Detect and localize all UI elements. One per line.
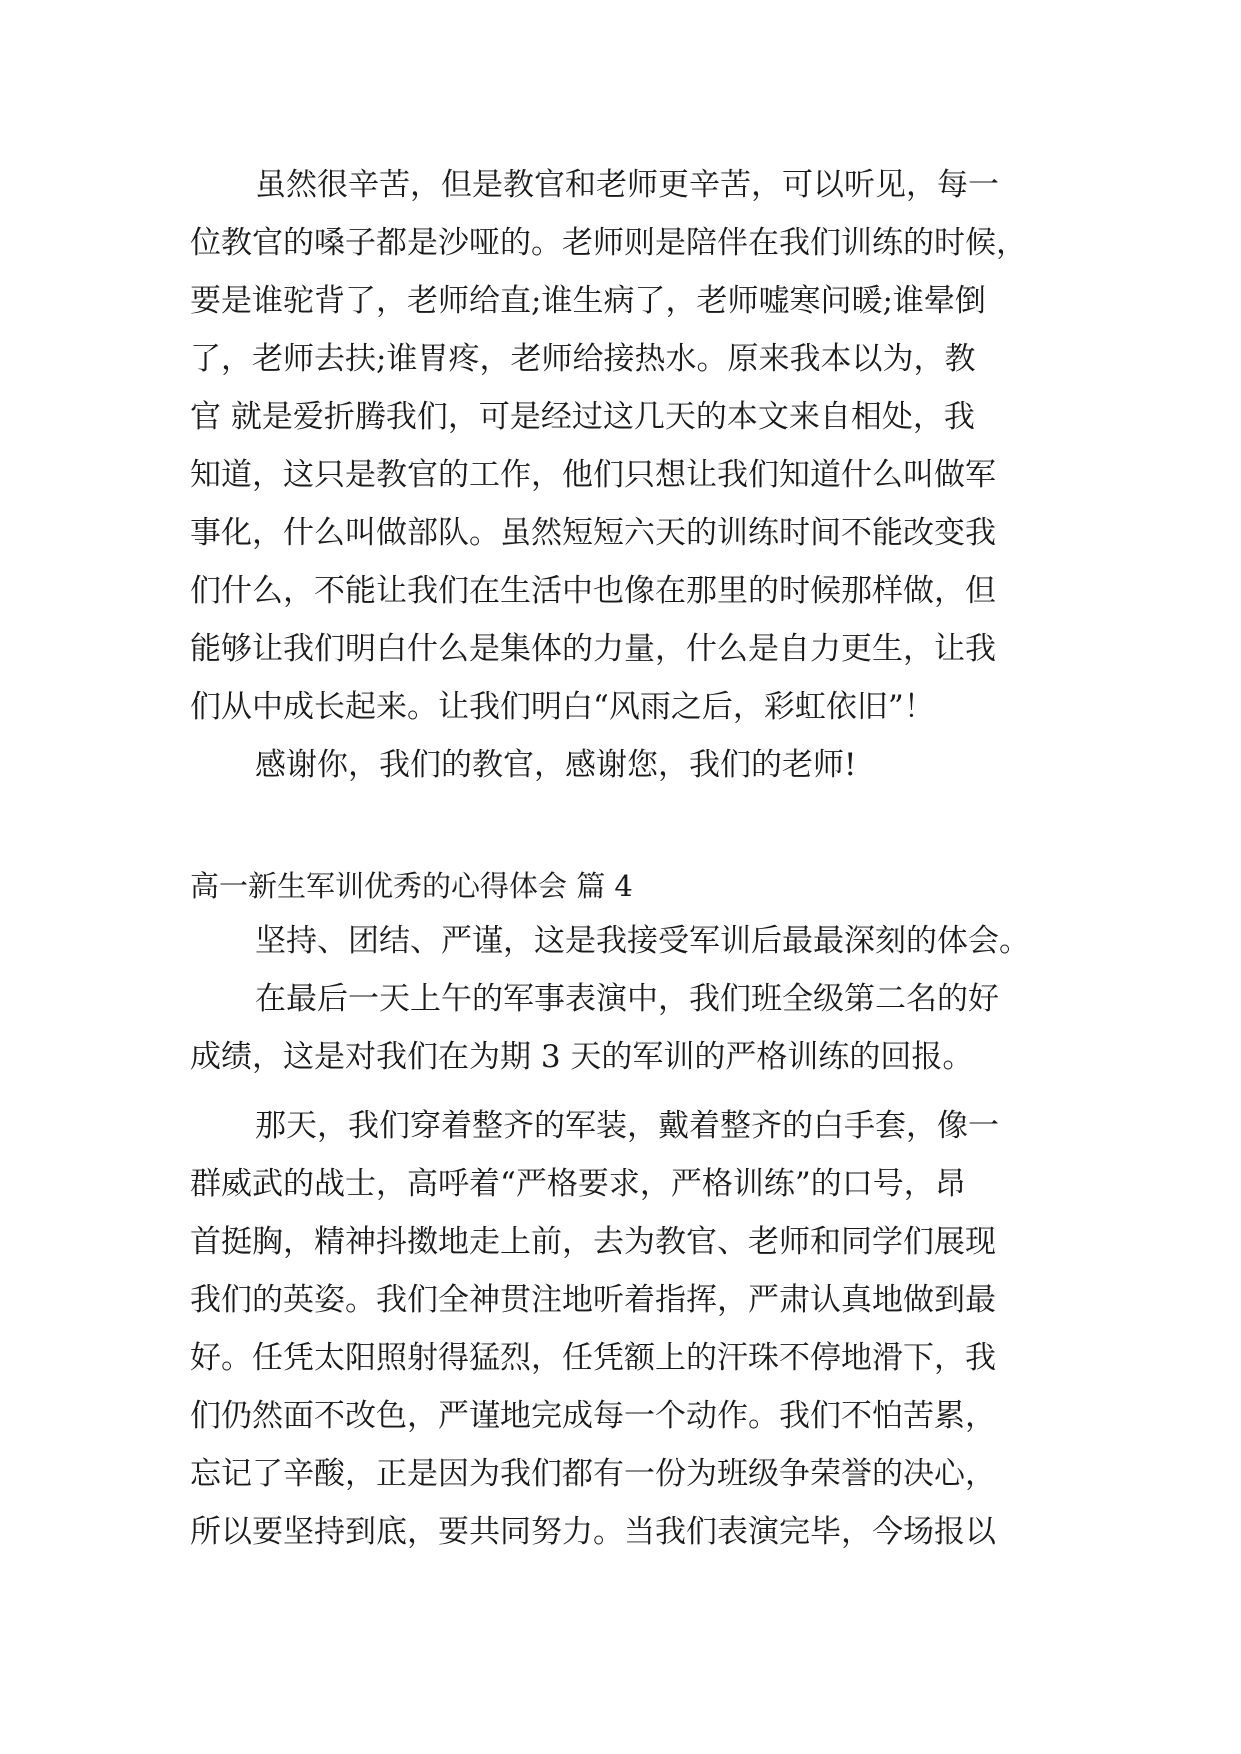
paragraph-line: 们从中成长起来。让我们明白“风雨之后，彩虹依旧”！ xyxy=(190,689,935,725)
paragraph-line: 群威武的战士，高呼着“严格要求，严格训练”的口号，昂 xyxy=(190,1166,966,1202)
paragraph-line: 事化，什么叫做部队。虽然短短六天的训练时间不能改变我 xyxy=(190,515,996,551)
paragraph-line: 位教官的嗓子都是沙哑的。老师则是陪伴在我们训练的时候， xyxy=(190,225,1027,261)
paragraph-line: 感谢你，我们的教官，感谢您，我们的老师! xyxy=(255,747,857,783)
paragraph-line: 那天，我们穿着整齐的军装，戴着整齐的白手套，像一 xyxy=(255,1108,999,1144)
paragraph-line: 官 就是爱折腾我们，可是经过这几天的本文来自相处，我 xyxy=(190,399,975,435)
paragraph-line: 成绩，这是对我们在为期 3 天的军训的严格训练的回报。 xyxy=(190,1039,974,1075)
section-heading: 高一新生军训优秀的心得体会 篇 4 xyxy=(190,869,633,903)
paragraph-line: 坚持、团结、严谨，这是我接受军训后最最深刻的体会。 xyxy=(255,923,1030,959)
paragraph-line: 了，老师去扶;谁胃疼，老师给接热水。原来我本以为，教 xyxy=(190,341,976,377)
paragraph-line: 们什么，不能让我们在生活中也像在那里的时候那样做，但 xyxy=(190,573,996,609)
paragraph-line: 在最后一天上午的军事表演中，我们班全级第二名的好 xyxy=(255,981,999,1017)
paragraph-line: 我们的英姿。我们全神贯注地听着指挥，严肃认真地做到最 xyxy=(190,1282,996,1318)
paragraph-line: 虽然很辛苦，但是教官和老师更辛苦，可以听见，每一 xyxy=(255,167,999,203)
paragraph-line: 要是谁驼背了，老师给直;谁生病了，老师嘘寒问暖;谁晕倒 xyxy=(190,283,986,319)
paragraph-line: 所以要坚持到底，要共同努力。当我们表演完毕，今场报以 xyxy=(190,1514,996,1550)
paragraph-line: 能够让我们明白什么是集体的力量，什么是自力更生，让我 xyxy=(190,631,996,667)
paragraph-line: 首挺胸，精神抖擞地走上前，去为教官、老师和同学们展现 xyxy=(190,1224,996,1260)
paragraph-line: 知道，这只是教官的工作，他们只想让我们知道什么叫做军 xyxy=(190,457,996,493)
paragraph-line: 忘记了辛酸，正是因为我们都有一份为班级争荣誉的决心， xyxy=(190,1456,996,1492)
paragraph-line: 们仍然面不改色，严谨地完成每一个动作。我们不怕苦累， xyxy=(190,1398,996,1434)
paragraph-line: 好。任凭太阳照射得猛烈，任凭额上的汗珠不停地滑下，我 xyxy=(190,1340,996,1376)
